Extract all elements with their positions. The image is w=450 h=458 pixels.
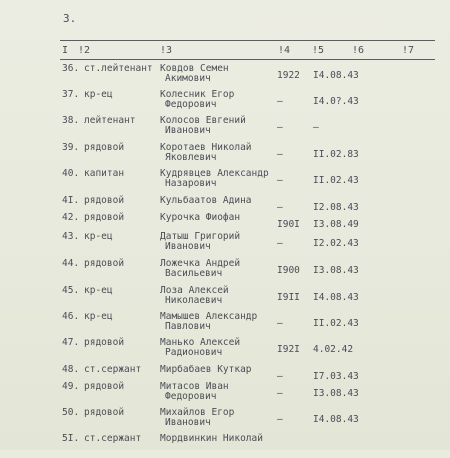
row-year: 1922 bbox=[277, 70, 300, 81]
row-name bbox=[160, 64, 229, 84]
row-name-line2: Акимович bbox=[165, 73, 211, 84]
row-number: 48. bbox=[62, 364, 80, 375]
table-row bbox=[0, 64, 450, 88]
row-year: I90I bbox=[277, 219, 300, 230]
row-name-line2: Назарович bbox=[165, 178, 217, 189]
row-year: – bbox=[277, 388, 283, 399]
table-row bbox=[0, 259, 450, 283]
row-rank: кр-ец bbox=[84, 231, 113, 242]
row-rank: рядовой bbox=[84, 142, 125, 153]
row-name-line2: Иванович bbox=[165, 417, 211, 428]
row-name-line1: Колесник Егор bbox=[160, 89, 235, 100]
row-name-line1: Лоза Алексей bbox=[160, 285, 229, 296]
row-name bbox=[160, 434, 263, 444]
row-name-line1: Михайлов Егор bbox=[160, 407, 235, 418]
row-number: 36. bbox=[62, 63, 80, 74]
header-col-2: !2 bbox=[78, 45, 91, 56]
row-date: II.02.43 bbox=[313, 318, 359, 329]
row-name bbox=[160, 365, 252, 375]
row-year: – bbox=[277, 318, 283, 329]
row-name-line1: Датыш Григорий bbox=[160, 231, 241, 242]
row-name bbox=[160, 408, 234, 428]
row-number: 46. bbox=[62, 311, 80, 322]
row-name bbox=[160, 259, 240, 279]
row-date: II.02.43 bbox=[313, 175, 359, 186]
row-name bbox=[160, 232, 240, 252]
row-rank: кр-ец bbox=[84, 285, 113, 296]
header-col-4: !4 bbox=[278, 45, 291, 56]
row-number: 40. bbox=[62, 168, 80, 179]
row-name-line2: Иванович bbox=[165, 241, 211, 252]
row-year: – bbox=[277, 175, 283, 186]
row-name bbox=[160, 382, 229, 402]
row-number: 37. bbox=[62, 89, 80, 100]
row-rank: ст.сержант bbox=[84, 433, 142, 444]
row-date: I3.08.43 bbox=[313, 388, 359, 399]
row-year: – bbox=[277, 202, 283, 213]
row-number: 42. bbox=[62, 212, 80, 223]
row-name-line1: Мирбабаев Куткар bbox=[160, 364, 252, 375]
table-header-rule bbox=[60, 59, 435, 60]
row-year: – bbox=[277, 122, 283, 133]
row-name-line1: Кульбаатов Адина bbox=[160, 195, 252, 206]
row-name-line1: Манько Алексей bbox=[160, 337, 241, 348]
row-date: I4.08.43 bbox=[313, 414, 359, 425]
header-col-6: !6 bbox=[352, 45, 365, 56]
table-row bbox=[0, 382, 450, 406]
header-col-5: !5 bbox=[312, 45, 325, 56]
row-rank: рядовой bbox=[84, 212, 125, 223]
row-name-line1: Курочка Фиофан bbox=[160, 212, 241, 223]
row-name-line1: Митасов Иван bbox=[160, 381, 229, 392]
row-name bbox=[160, 196, 252, 206]
row-year: – bbox=[277, 371, 283, 382]
row-number: 5I. bbox=[62, 433, 80, 444]
table-row bbox=[0, 338, 450, 362]
row-name-line1: Ковдов Семен bbox=[160, 63, 229, 74]
row-date: I3.08.43 bbox=[313, 265, 359, 276]
row-name bbox=[160, 90, 234, 110]
row-rank: лейтенант bbox=[84, 115, 136, 126]
row-name-line1: Ложечка Андрей bbox=[160, 258, 241, 269]
row-year: – bbox=[277, 238, 283, 249]
row-name-line1: Коротаев Николай bbox=[160, 142, 252, 153]
table-row bbox=[0, 408, 450, 432]
row-date: I4.08.43 bbox=[313, 70, 359, 81]
table-row bbox=[0, 143, 450, 167]
row-date: I3.08.49 bbox=[313, 219, 359, 230]
row-rank: рядовой bbox=[84, 407, 125, 418]
row-name-line2: Иванович bbox=[165, 125, 211, 136]
table-top-rule bbox=[60, 40, 435, 41]
row-date: I4.0?.43 bbox=[313, 96, 359, 107]
row-rank: ст.лейтенант bbox=[84, 63, 153, 74]
row-name-line1: Мордвинкин Николай bbox=[160, 433, 263, 444]
header-col-7: !7 bbox=[402, 45, 415, 56]
row-name-line2: Яковлевич bbox=[165, 152, 217, 163]
row-name-line2: Николаевич bbox=[165, 295, 223, 306]
row-rank: ст.сержант bbox=[84, 364, 142, 375]
row-name-line1: Кудрявцев Александр bbox=[160, 168, 269, 179]
row-name bbox=[160, 312, 257, 332]
row-name-line2: Федорович bbox=[165, 391, 217, 402]
row-name bbox=[160, 286, 229, 306]
row-year: – bbox=[277, 96, 283, 107]
row-date: 4.02.42 bbox=[313, 344, 354, 355]
row-year: – bbox=[277, 414, 283, 425]
row-name-line1: Мамышев Александр bbox=[160, 311, 258, 322]
row-name bbox=[160, 169, 269, 189]
row-name bbox=[160, 143, 252, 163]
row-name-line2: Радионович bbox=[165, 347, 223, 358]
row-rank: рядовой bbox=[84, 258, 125, 269]
row-date: I2.02.43 bbox=[313, 238, 359, 249]
row-year: – bbox=[277, 149, 283, 160]
row-number: 43. bbox=[62, 231, 80, 242]
row-number: 38. bbox=[62, 115, 80, 126]
row-name bbox=[160, 116, 246, 136]
row-year: I900 bbox=[277, 265, 300, 276]
row-date: – bbox=[313, 122, 319, 133]
row-name-line2: Васильевич bbox=[165, 268, 223, 279]
header-col-1: I bbox=[62, 45, 69, 56]
row-rank: рядовой bbox=[84, 381, 125, 392]
row-number: 50. bbox=[62, 407, 80, 418]
row-rank: кр-ец bbox=[84, 89, 113, 100]
page-number: 3. bbox=[63, 12, 77, 25]
row-number: 49. bbox=[62, 381, 80, 392]
row-name-line2: Федорович bbox=[165, 99, 217, 110]
row-number: 4I. bbox=[62, 195, 80, 206]
row-rank: рядовой bbox=[84, 195, 125, 206]
row-name-line2: Павлович bbox=[165, 321, 211, 332]
table-row bbox=[0, 312, 450, 336]
table-row bbox=[0, 116, 450, 140]
table-row bbox=[0, 232, 450, 256]
row-number: 45. bbox=[62, 285, 80, 296]
row-name bbox=[160, 213, 240, 223]
row-date: II.02.83 bbox=[313, 149, 359, 160]
row-rank: рядовой bbox=[84, 337, 125, 348]
row-name-line1: Колосов Евгений bbox=[160, 115, 246, 126]
row-rank: капитан bbox=[84, 168, 125, 179]
row-date: I7.03.43 bbox=[313, 371, 359, 382]
table-row bbox=[0, 169, 450, 193]
table-row bbox=[0, 90, 450, 114]
table-row bbox=[0, 434, 450, 458]
row-date: I2.08.43 bbox=[313, 202, 359, 213]
row-date: I4.08.43 bbox=[313, 292, 359, 303]
row-number: 47. bbox=[62, 337, 80, 348]
row-rank: кр-ец bbox=[84, 311, 113, 322]
row-number: 39. bbox=[62, 142, 80, 153]
table-row bbox=[0, 286, 450, 310]
row-year: I92I bbox=[277, 344, 300, 355]
row-number: 44. bbox=[62, 258, 80, 269]
header-col-3: !3 bbox=[160, 45, 173, 56]
row-name bbox=[160, 338, 240, 358]
row-year: I9II bbox=[277, 292, 300, 303]
